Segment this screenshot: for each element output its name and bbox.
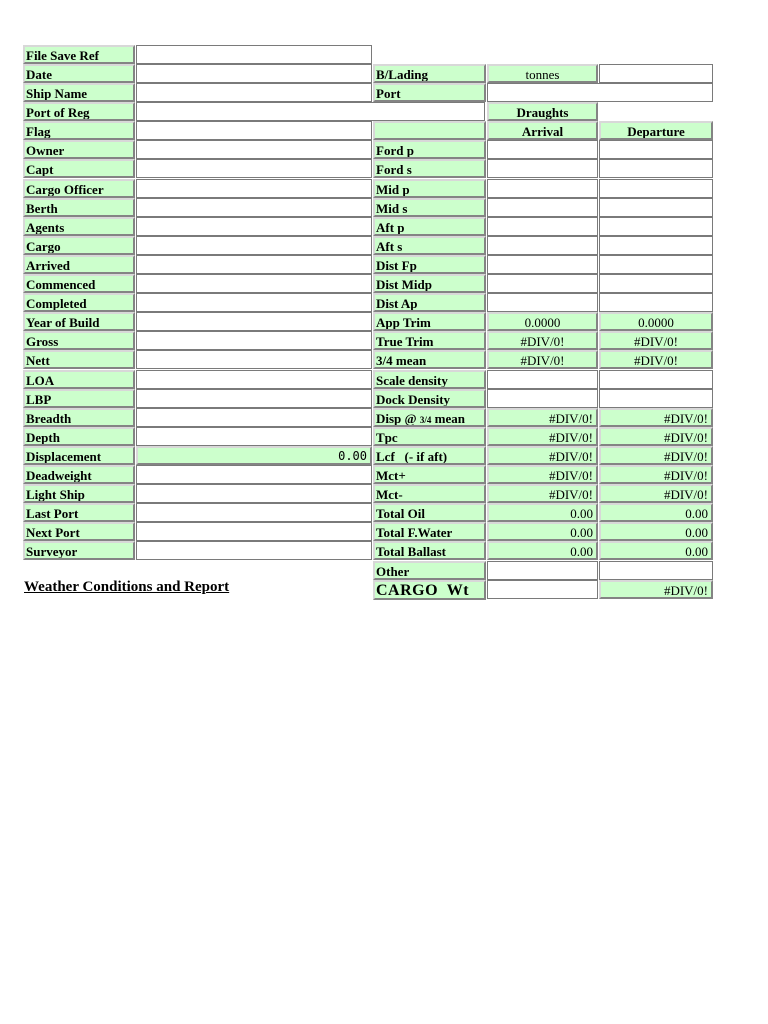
nett-label: Nett <box>23 350 135 369</box>
year-of-build-label: Year of Build <box>23 312 135 331</box>
berth-input[interactable] <box>136 198 372 217</box>
mct-minus-label: Mct- <box>373 484 486 503</box>
lbp-label: LBP <box>23 389 135 408</box>
mid-s-departure-input[interactable] <box>599 198 713 217</box>
app-trim-label: App Trim <box>373 312 486 331</box>
year-of-build-input[interactable] <box>136 312 372 331</box>
tpc-arrival-value: #DIV/0! <box>487 427 598 446</box>
scale-density-arrival-input[interactable] <box>487 370 598 389</box>
file-save-ref-label: File Save Ref <box>23 45 135 64</box>
aft-s-label: Aft s <box>373 236 486 255</box>
deadweight-label: Deadweight <box>23 465 135 484</box>
owner-label: Owner <box>23 140 135 159</box>
lcf-label: Lcf (- if aft) <box>373 446 486 465</box>
app-trim-arrival-value: 0.0000 <box>487 312 598 331</box>
completed-input[interactable] <box>136 293 372 312</box>
total-oil-departure-value: 0.00 <box>599 503 713 522</box>
displacement-label: Displacement <box>23 446 135 465</box>
mid-p-arrival-input[interactable] <box>487 179 598 198</box>
port-of-reg-label: Port of Reg <box>23 102 135 121</box>
total-fwater-label: Total F.Water <box>373 522 486 541</box>
gross-label: Gross <box>23 331 135 350</box>
ford-p-departure-input[interactable] <box>599 140 713 159</box>
scale-density-label: Scale density <box>373 370 486 389</box>
owner-input[interactable] <box>136 140 372 159</box>
disp-arrival-value: #DIV/0! <box>487 408 598 427</box>
breadth-input[interactable] <box>136 408 372 427</box>
total-ballast-label: Total Ballast <box>373 541 486 560</box>
mean-arrival-value: #DIV/0! <box>487 350 598 369</box>
aft-s-departure-input[interactable] <box>599 236 713 255</box>
capt-label: Capt <box>23 159 135 178</box>
agents-input[interactable] <box>136 217 372 236</box>
weather-conditions-title: Weather Conditions and Report <box>24 579 230 595</box>
dock-density-departure-input[interactable] <box>599 389 713 408</box>
loa-input[interactable] <box>136 370 372 389</box>
other-label: Other <box>373 561 486 580</box>
total-oil-arrival-value: 0.00 <box>487 503 598 522</box>
dock-density-arrival-input[interactable] <box>487 389 598 408</box>
ship-name-input[interactable] <box>136 83 372 102</box>
port-input[interactable] <box>487 83 713 102</box>
last-port-input[interactable] <box>136 503 372 522</box>
cargo-label: Cargo <box>23 236 135 255</box>
true-trim-label: True Trim <box>373 331 486 350</box>
mct-minus-departure-value: #DIV/0! <box>599 484 713 503</box>
file-save-ref-input[interactable] <box>136 45 372 64</box>
next-port-label: Next Port <box>23 522 135 541</box>
port-label: Port <box>373 83 486 102</box>
aft-s-arrival-input[interactable] <box>487 236 598 255</box>
ford-p-arrival-input[interactable] <box>487 140 598 159</box>
mct-plus-label: Mct+ <box>373 465 486 484</box>
breadth-label: Breadth <box>23 408 135 427</box>
aft-p-departure-input[interactable] <box>599 217 713 236</box>
mct-minus-arrival-value: #DIV/0! <box>487 484 598 503</box>
commenced-label: Commenced <box>23 274 135 293</box>
disp-small-fraction: 3/4 <box>419 415 432 425</box>
arrived-input[interactable] <box>136 255 372 274</box>
displacement-value: 0.00 <box>136 446 372 465</box>
total-ballast-departure-value: 0.00 <box>599 541 713 560</box>
cargo-wt-departure-value: #DIV/0! <box>599 580 713 599</box>
ford-p-label: Ford p <box>373 140 486 159</box>
depth-label: Depth <box>23 427 135 446</box>
disp-prefix: Disp @ <box>376 411 417 426</box>
total-oil-label: Total Oil <box>373 503 486 522</box>
app-trim-departure-value: 0.0000 <box>599 312 713 331</box>
arrival-header: Arrival <box>487 121 598 140</box>
light-ship-input[interactable] <box>136 484 372 503</box>
berth-label: Berth <box>23 198 135 217</box>
departure-header: Departure <box>599 121 713 140</box>
commenced-input[interactable] <box>136 274 372 293</box>
aft-p-arrival-input[interactable] <box>487 217 598 236</box>
tonnes-label: tonnes <box>487 64 598 83</box>
deadweight-input[interactable] <box>136 465 372 484</box>
true-trim-arrival-value: #DIV/0! <box>487 331 598 350</box>
dist-ap-arrival-input[interactable] <box>487 293 598 312</box>
loa-label: LOA <box>23 370 135 389</box>
dist-midp-label: Dist Midp <box>373 274 486 293</box>
ford-s-arrival-input[interactable] <box>487 159 598 178</box>
disp-suffix: mean <box>434 411 465 426</box>
dist-ap-label: Dist Ap <box>373 293 486 312</box>
lcf-departure-value: #DIV/0! <box>599 446 713 465</box>
mean-departure-value: #DIV/0! <box>599 350 713 369</box>
completed-label: Completed <box>23 293 135 312</box>
true-trim-departure-value: #DIV/0! <box>599 331 713 350</box>
cargo-wt-arrival-input[interactable] <box>487 580 598 599</box>
mid-p-departure-input[interactable] <box>599 179 713 198</box>
agents-label: Agents <box>23 217 135 236</box>
dist-midp-arrival-input[interactable] <box>487 274 598 293</box>
dist-fp-label: Dist Fp <box>373 255 486 274</box>
other-departure-input[interactable] <box>599 561 713 580</box>
surveyor-input[interactable] <box>136 541 372 560</box>
mid-s-label: Mid s <box>373 198 486 217</box>
dist-midp-departure-input[interactable] <box>599 274 713 293</box>
draughts-header: Draughts <box>487 102 598 121</box>
lcf-arrival-value: #DIV/0! <box>487 446 598 465</box>
blading-label: B/Lading <box>373 64 486 83</box>
next-port-input[interactable] <box>136 522 372 541</box>
last-port-label: Last Port <box>23 503 135 522</box>
arrived-label: Arrived <box>23 255 135 274</box>
total-ballast-arrival-value: 0.00 <box>487 541 598 560</box>
dist-fp-arrival-input[interactable] <box>487 255 598 274</box>
mid-s-arrival-input[interactable] <box>487 198 598 217</box>
cargo-officer-label: Cargo Officer <box>23 179 135 198</box>
ship-name-label: Ship Name <box>23 83 135 102</box>
draught-blank-label <box>373 121 486 140</box>
depth-input[interactable] <box>136 427 372 446</box>
light-ship-label: Light Ship <box>23 484 135 503</box>
lbp-input[interactable] <box>136 389 372 408</box>
cargo-officer-input[interactable] <box>136 179 372 198</box>
dist-fp-departure-input[interactable] <box>599 255 713 274</box>
cargo-input[interactable] <box>136 236 372 255</box>
date-input[interactable] <box>136 64 372 83</box>
disp-mean-label <box>373 408 486 427</box>
tpc-departure-value: #DIV/0! <box>599 427 713 446</box>
nett-input[interactable] <box>136 350 372 369</box>
flag-input[interactable] <box>136 121 372 140</box>
ford-s-departure-input[interactable] <box>599 159 713 178</box>
mct-plus-departure-value: #DIV/0! <box>599 465 713 484</box>
dock-density-label: Dock Density <box>373 389 486 408</box>
aft-p-label: Aft p <box>373 217 486 236</box>
mid-p-label: Mid p <box>373 179 486 198</box>
gross-input[interactable] <box>136 331 372 350</box>
total-fwater-departure-value: 0.00 <box>599 522 713 541</box>
mct-plus-arrival-value: #DIV/0! <box>487 465 598 484</box>
capt-input[interactable] <box>136 159 372 178</box>
total-fwater-arrival-value: 0.00 <box>487 522 598 541</box>
date-label: Date <box>23 64 135 83</box>
tpc-label: Tpc <box>373 427 486 446</box>
surveyor-label: Surveyor <box>23 541 135 560</box>
port-of-reg-input[interactable] <box>136 102 485 121</box>
flag-label: Flag <box>23 121 135 140</box>
disp-departure-value: #DIV/0! <box>599 408 713 427</box>
blading-tonnes-input[interactable] <box>599 64 713 83</box>
dist-ap-departure-input[interactable] <box>599 293 713 312</box>
cargo-wt-label: CARGO Wt <box>373 580 486 600</box>
other-arrival-input[interactable] <box>487 561 598 580</box>
scale-density-departure-input[interactable] <box>599 370 713 389</box>
three-quarter-mean-label: 3/4 mean <box>373 350 486 369</box>
ford-s-label: Ford s <box>373 159 486 178</box>
